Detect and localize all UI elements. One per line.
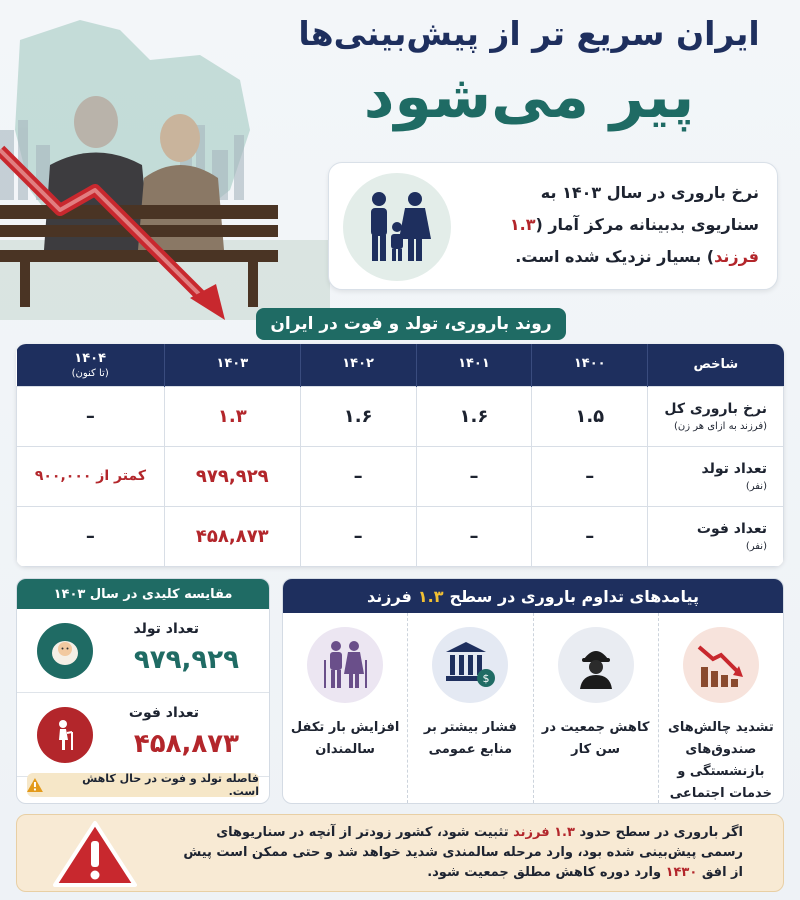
consequences-title: پیامدهای تداوم باروری در سطح ۱.۳ فرزند: [283, 579, 783, 613]
alert-triangle-icon: [53, 821, 137, 887]
births-value: ۹۷۹,۹۲۹: [133, 645, 239, 675]
table-cell: ۴۵۸,۸۷۳: [164, 506, 300, 566]
table-cell: ۱.۶: [300, 386, 416, 446]
table-header-year: ۱۴۰۲: [300, 344, 416, 386]
births-row: [17, 609, 269, 693]
comparison-title: مقایسه کلیدی در سال ۱۴۰۳: [17, 579, 269, 609]
warning-text: اگر باروری در سطح حدود ۱.۳ فرزند تثبیت شود، کشور زودتر از آنچه در سناریوهای رسمی پیش‌بینی شده بود، وارد مرحله سالمندی شدید خواهد شد و حتی ممکن است پیش از افق ۱۴۳۰ وارد دوره کاهش مطلق جمعیت شود.: [183, 825, 743, 880]
list-item: $ فشار بیشتر بر منابع عمومی: [407, 613, 532, 803]
table-cell: –: [532, 506, 648, 566]
table-cell: –: [17, 386, 165, 446]
table-cell: ۹۷۹,۹۲۹: [164, 446, 300, 506]
table-cell: –: [300, 446, 416, 506]
table-cell: ۱.۶: [416, 386, 532, 446]
comparison-card: [16, 578, 270, 804]
deaths-value: ۴۵۸,۸۷۳: [133, 729, 239, 759]
table-cell: ۱.۵: [532, 386, 648, 446]
table-row: [17, 386, 784, 446]
births-label: تعداد تولد: [133, 621, 199, 637]
family-icon: [343, 173, 451, 281]
warning-triangle-icon: [27, 778, 43, 792]
table-cell: –: [300, 506, 416, 566]
table-cell: ۱.۳: [164, 386, 300, 446]
list-item: افزایش بار تکفل سالمندان: [283, 613, 407, 803]
table-cell: –: [416, 506, 532, 566]
warning-box: [16, 814, 784, 892]
svg-text:$: $: [482, 672, 490, 685]
deaths-row: [17, 693, 269, 777]
deaths-label: تعداد فوت: [128, 705, 199, 721]
intro-card: [328, 162, 778, 290]
comparison-note: فاصله تولد و فوت در حال کاهش است.: [27, 773, 259, 797]
page-title-line-2: پیر می‌شود: [363, 62, 695, 132]
table-cell: –: [17, 506, 165, 566]
elderly-person-icon: [37, 707, 93, 763]
row-label: تعداد تولد (نفر): [648, 446, 784, 506]
baby-icon: [37, 623, 93, 679]
table-row: [17, 446, 784, 506]
list-item: تشدید چالش‌های صندوق‌های بازنشستگی و خدمات اجتماعی: [658, 613, 783, 803]
bank-icon: [432, 627, 508, 703]
section-title: روند باروری، تولد و فوت در ایران: [256, 308, 566, 340]
consequences-card: [282, 578, 784, 804]
declining-chart-icon: [683, 627, 759, 703]
elderly-couple-icon: [307, 627, 383, 703]
intro-highlight: ۱.۳ فرزند: [509, 215, 759, 266]
table-header-year: ۱۴۰۱: [416, 344, 532, 386]
stats-table: [16, 344, 784, 567]
table-header-row: [17, 344, 784, 386]
consequences-list: [283, 613, 783, 803]
intro-text: نرخ باروری در سال ۱۴۰۳ به سناریوی بدبینانه مرکز آمار (۱.۳ فرزند) بسیار نزدیک شده است.: [509, 183, 759, 266]
table-header-year: ۱۴۰۳: [164, 344, 300, 386]
table-cell: –: [416, 446, 532, 506]
table-cell: –: [532, 446, 648, 506]
row-label: نرخ باروری کل (فرزند به ازای هر زن): [648, 386, 784, 446]
worker-icon: [558, 627, 634, 703]
list-item: کاهش جمعیت در سن کار: [533, 613, 658, 803]
table-cell: کمتر از ۹۰۰,۰۰۰: [17, 446, 165, 506]
table-header-indicator: شاخص: [648, 344, 784, 386]
table-row: [17, 506, 784, 566]
page-title-line-1: ایران سریع تر از پیش‌بینی‌ها: [298, 14, 760, 53]
hero-illustration: [0, 0, 330, 320]
row-label: تعداد فوت (نفر): [648, 506, 784, 566]
table-header-year: ۱۴۰۴ (تا کنون): [17, 344, 165, 386]
table-header-year: ۱۴۰۰: [532, 344, 648, 386]
